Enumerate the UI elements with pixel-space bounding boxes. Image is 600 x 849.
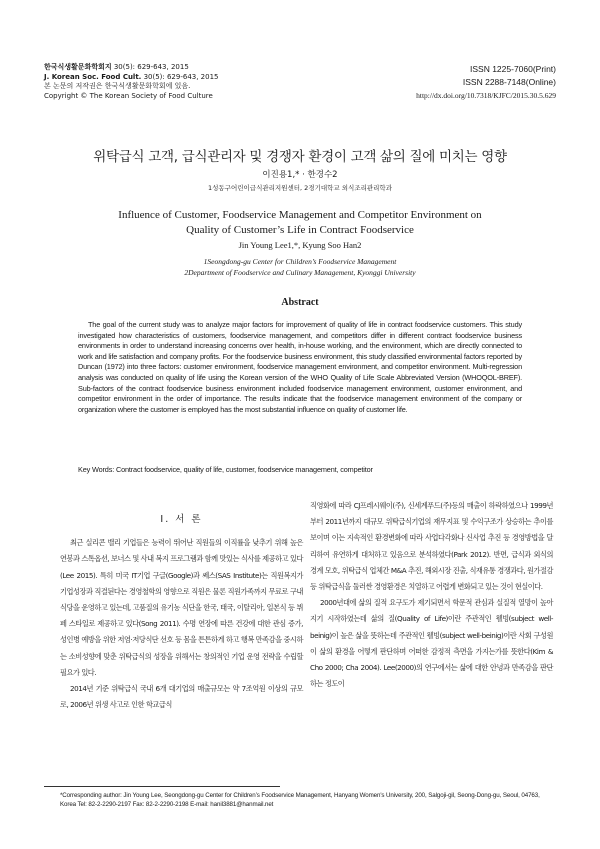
journal-name-en: J. Korean Soc. Food Cult. <box>44 72 142 81</box>
affiliations-korean: 1성동구어린이급식관리지원센터, 2경기대학교 외식조리관리학과 <box>207 184 392 192</box>
journal-header <box>44 63 344 101</box>
affiliation-2: 2Department of Foodservice and Culinary Management, Kyonggi University <box>184 268 416 277</box>
issn-print: ISSN 1225-7060(Print) <box>470 64 556 74</box>
affiliations-english <box>40 256 560 278</box>
abstract-heading: Abstract <box>281 297 319 308</box>
body-paragraph: 2000년대에 삶의 질적 요구도가 제기되면서 학문적 관심과 실질적 열망이 높아지기 시작하였는데 삶의 질(Quality of Life)이란 주관적인 웰빙(subject well-beinig)이 높은 삶을 뜻하는데 주관적인 웰빙(subject well-beinig)이란 사회 구성원이 삶의 환경을 어떻게 판단하며 어떠한 감정적 측면을 가지는가를 뜻한다(Kim & Cho 2000; Cha 2004). Lee(2000)의 연구에서는 삶에 대한 안녕과 만족감을 판단하는 정도이 <box>310 598 553 689</box>
authors-english: Jin Young Lee1,*, Kyung Soo Han2 <box>238 240 362 250</box>
title-korean: 위탁급식 고객, 급식관리자 및 경쟁자 환경이 고객 삶의 질에 미치는 영향 <box>93 149 507 165</box>
body-column-left <box>60 510 303 713</box>
body-paragraph: 직영화에 따라 CJ프레시웨이(주), 신세계푸드(주)등의 매출이 하락하였으나 1999년부터 2011년까지 대규모 위탁급식기업의 재무지표 및 수익구조가 상승하는 추이를 보이며 이는 지속적인 환경변화에 따라 사업다각화나 신사업 추진 등 경영방법을 달리하여 유연하게 대처하고 있음으로 분석하였다(Park 2012). 반면, 급식과 외식의 경계 모호, 위탁급식 업체간 M&A 추진, 해외시장 진출, 식재유통 경쟁과다, 원가절감 등 위탁급식을 둘러싼 경영환경은 치열하고 어렵게 변화되고 있는 것이 현실이다. <box>310 501 553 592</box>
corresponding-author-footnote: *Corresponding author: Jin Young Lee, Seongdong-gu Center for Children’s Foodservice Management, Hanyang Women's University, 200, Salgoji-gil, Seong-Dong-gu, Seoul, 04763, Korea Tel: 82-2-2290-2197 Fax: 82-2-2290-2198 E-mail: hanil3881@hanmail.net <box>60 792 540 808</box>
section-heading: I. 서 론 <box>160 514 203 525</box>
journal-ref-ko: 30(5): 629-643, 2015 <box>111 63 189 71</box>
footnote-divider <box>44 786 280 787</box>
journal-ref-en: 30(5): 629-643, 2015 <box>141 72 219 81</box>
issn-online: ISSN 2288-7148(Online) <box>462 77 556 87</box>
body-column-right <box>310 498 553 692</box>
copyright-notice: 본 논문의 저작권은 한국식생활문화학회에 있음. <box>44 82 191 90</box>
affiliation-1: 1Seongdong-gu Center for Children’s Foodservice Management <box>203 257 397 266</box>
issn-block <box>306 63 556 102</box>
body-paragraph: 2014년 기준 위탁급식 국내 6개 대기업의 매출규모는 약 7조억원 이상의 규모로, 2006년 위생 사고로 인한 학교급식 <box>60 684 303 710</box>
title-english <box>50 208 550 238</box>
authors-korean: 이진용1,* · 한경수2 <box>262 170 338 180</box>
title-english-line1: Influence of Customer, Foodservice Management and Competitor Environment on <box>118 209 482 221</box>
body-paragraph: 최근 실리콘 밸리 기업들은 능력이 뛰어난 직원들의 이직률을 낮추기 위해 높은 연봉과 스톡옵션, 보너스 및 사내 복지 프로그램과 함께 맛있는 식사를 제공하고 있다(Lee 2015). 특히 미국 IT기업 구글(Google)과 쎄스(SAS Institute)는 직원복지가 기업성장과 직결된다는 경영철학의 영향으로 직원은 물론 직원가족까지 무료로 구내식당을 운영하고 있는데, 고품질의 유기농 식단을 한국, 태국, 이탈리아, 일본식 등 뷔페 스타일로 제공하고 있다(Song 2011). 수명 연장에 따른 건강에 대한 관심 증가, 성인병 예방을 위한 저염·저당식단 선호 등 몸을 튼튼하게 하고 행복 만족감을 중시하는 소비성향에 맞춘 위탁급식의 성장을 위해서는 창의적인 기업 운영 전략을 수립할 필요가 있다. <box>60 538 303 677</box>
title-english-line2: Quality of Customer’s Life in Contract Foodservice <box>186 224 414 236</box>
keywords: Key Words: Contract foodservice, quality of life, customer, foodservice management, competitor <box>78 465 373 474</box>
copyright: Copyright © The Korean Society of Food Culture <box>44 91 213 100</box>
doi-link[interactable]: http://dx.doi.org/10.7318/KJFC/2015.30.5.629 <box>416 91 556 100</box>
journal-name-ko: 한국식생활문화학회지 <box>44 63 112 71</box>
abstract-text: The goal of the current study was to analyze major factors for improvement of quality of life in contract foodservice customers. This study investigated how characteristics of customers, foodservice management, and competitors differ in different contract foodservice business environments in order to understand increasing concerns over health, in-house working, and the environment, which are directly connected to work and life satisfaction and company profits. For the foodservice business environment, this study classified environmental factors reported by Duncan (1972) into three factors: customer environment, foodservice management environment, and competitor environment. Multi-regression analysis was conducted on quality of life using the Korean version of the WHO Quality of Life Scale Abbreviated Version (WHOQOL-BREF). Sub-factors of the contract foodservice business environment included foodservice management environment, customer environment, and competitor environment in the order of importance. The results indicate that the foodservice management environment of the company or organization where the customer is employed has the most substantial influence on quality of customer life. <box>78 320 522 414</box>
